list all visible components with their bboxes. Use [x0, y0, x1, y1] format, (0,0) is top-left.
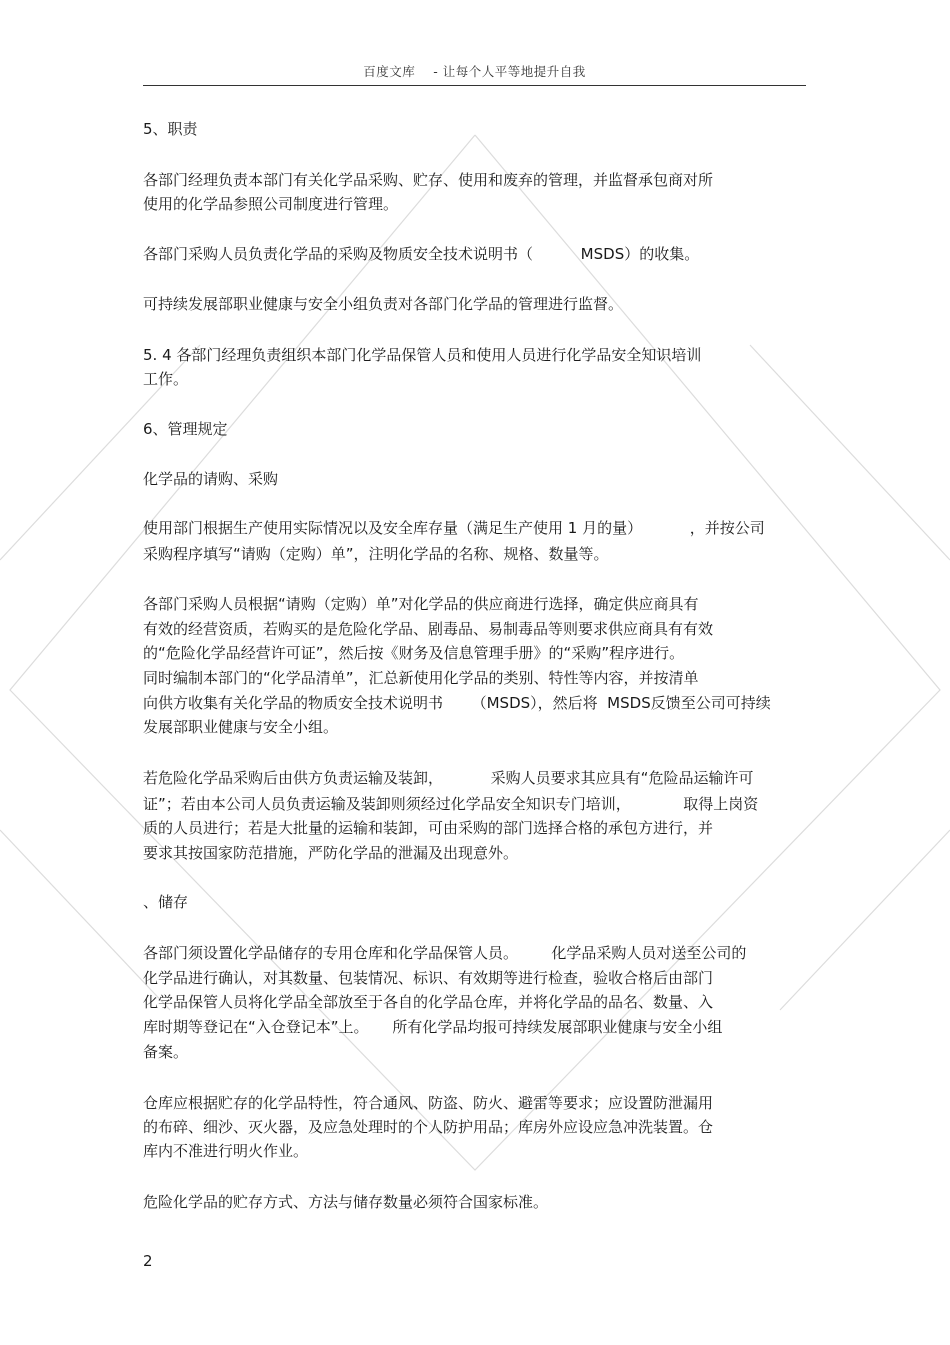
paragraph-line: 有效的经营资质，若购买的是危险化学品、剧毒品、易制毒品等则要求供应商具有有效: [143, 620, 714, 638]
page-number: 2: [143, 1252, 153, 1270]
paragraph-line: 各部门经理负责本部门有关化学品采购、贮存、使用和废弃的管理，并监督承包商对所: [143, 171, 714, 189]
section-heading: 5、职责: [143, 120, 198, 138]
paragraph-line: 各部门采购人员负责化学品的采购及物质安全技术说明书（ MSDS）的收集。: [143, 245, 700, 263]
header-tagline: - 让每个人平等地提升自我: [433, 64, 586, 79]
paragraph-line: 库内不准进行明火作业。: [143, 1142, 309, 1160]
paragraph-line: 各部门采购人员根据“请购（定购）单”对化学品的供应商进行选择，确定供应商具有: [143, 595, 699, 613]
paragraph-line: 可持续发展部职业健康与安全小组负责对各部门化学品的管理进行监督。: [143, 295, 624, 313]
paragraph-line: 备案。: [143, 1043, 189, 1061]
paragraph-line: 要求其按国家防范措施，严防化学品的泄漏及出现意外。: [143, 844, 519, 862]
subsection-heading: 、储存: [143, 893, 189, 911]
paragraph-line: 使用部门根据生产使用实际情况以及安全库存量（满足生产使用 1 月的量） ，并按公司: [143, 519, 765, 537]
paragraph-line: 使用的化学品参照公司制度进行管理。: [143, 195, 399, 213]
header-rule: [143, 85, 806, 86]
paragraph-line: 的布碎、细沙、灭火器，及应急处理时的个人防护用品；库房外应设应急冲洗装置。仓: [143, 1118, 714, 1136]
paragraph-line: 同时编制本部门的“化学品清单”，汇总新使用化学品的类别、特性等内容，并按清单: [143, 669, 699, 687]
paragraph-line: 若危险化学品采购后由供方负责运输及装卸， 采购人员要求其应具有“危险品运输许可: [143, 769, 754, 787]
paragraph-line: 的“危险化学品经营许可证”，然后按《财务及信息管理手册》的“采购”程序进行。: [143, 644, 685, 662]
paragraph-line: 采购程序填写“请购（定购）单”，注明化学品的名称、规格、数量等。: [143, 545, 609, 563]
paragraph-line: 库时期等登记在“入仓登记本”上。 所有化学品均报可持续发展部职业健康与安全小组: [143, 1018, 723, 1036]
paragraph-line: 化学品保管人员将化学品全部放至于各自的化学品仓库，并将化学品的品名、数量、入: [143, 993, 714, 1011]
section-heading: 6、管理规定: [143, 420, 228, 438]
paragraph-line: 发展部职业健康与安全小组。: [143, 718, 339, 736]
paragraph-line: 工作。: [143, 370, 189, 388]
paragraph-line: 危险化学品的贮存方式、方法与储存数量必须符合国家标准。: [143, 1193, 549, 1211]
subsection-heading: 化学品的请购、采购: [143, 470, 279, 488]
paragraph-line: 化学品进行确认，对其数量、包装情况、标识、有效期等进行检查，验收合格后由部门: [143, 969, 714, 987]
header-site-name: 百度文库: [363, 64, 416, 79]
paragraph-line: 各部门须设置化学品储存的专用仓库和化学品保管人员。 化学品采购人员对送至公司的: [143, 944, 747, 962]
paragraph-line: 质的人员进行；若是大批量的运输和装卸，可由采购的部门选择合格的承包方进行，并: [143, 819, 714, 837]
paragraph-line: 仓库应根据贮存的化学品特性，符合通风、防盗、防火、避雷等要求；应设置防泄漏用: [143, 1094, 714, 1112]
paragraph-line: 证”；若由本公司人员负责运输及装卸则须经过化学品安全知识专门培训， 取得上岗资: [143, 795, 759, 813]
paragraph-line: 向供方收集有关化学品的物质安全技术说明书 （MSDS），然后将 MSDS反馈至公司可持续: [143, 694, 771, 712]
paragraph-line: 5. 4 各部门经理负责组织本部门化学品保管人员和使用人员进行化学品安全知识培训: [143, 346, 702, 364]
page-header: [143, 62, 806, 80]
